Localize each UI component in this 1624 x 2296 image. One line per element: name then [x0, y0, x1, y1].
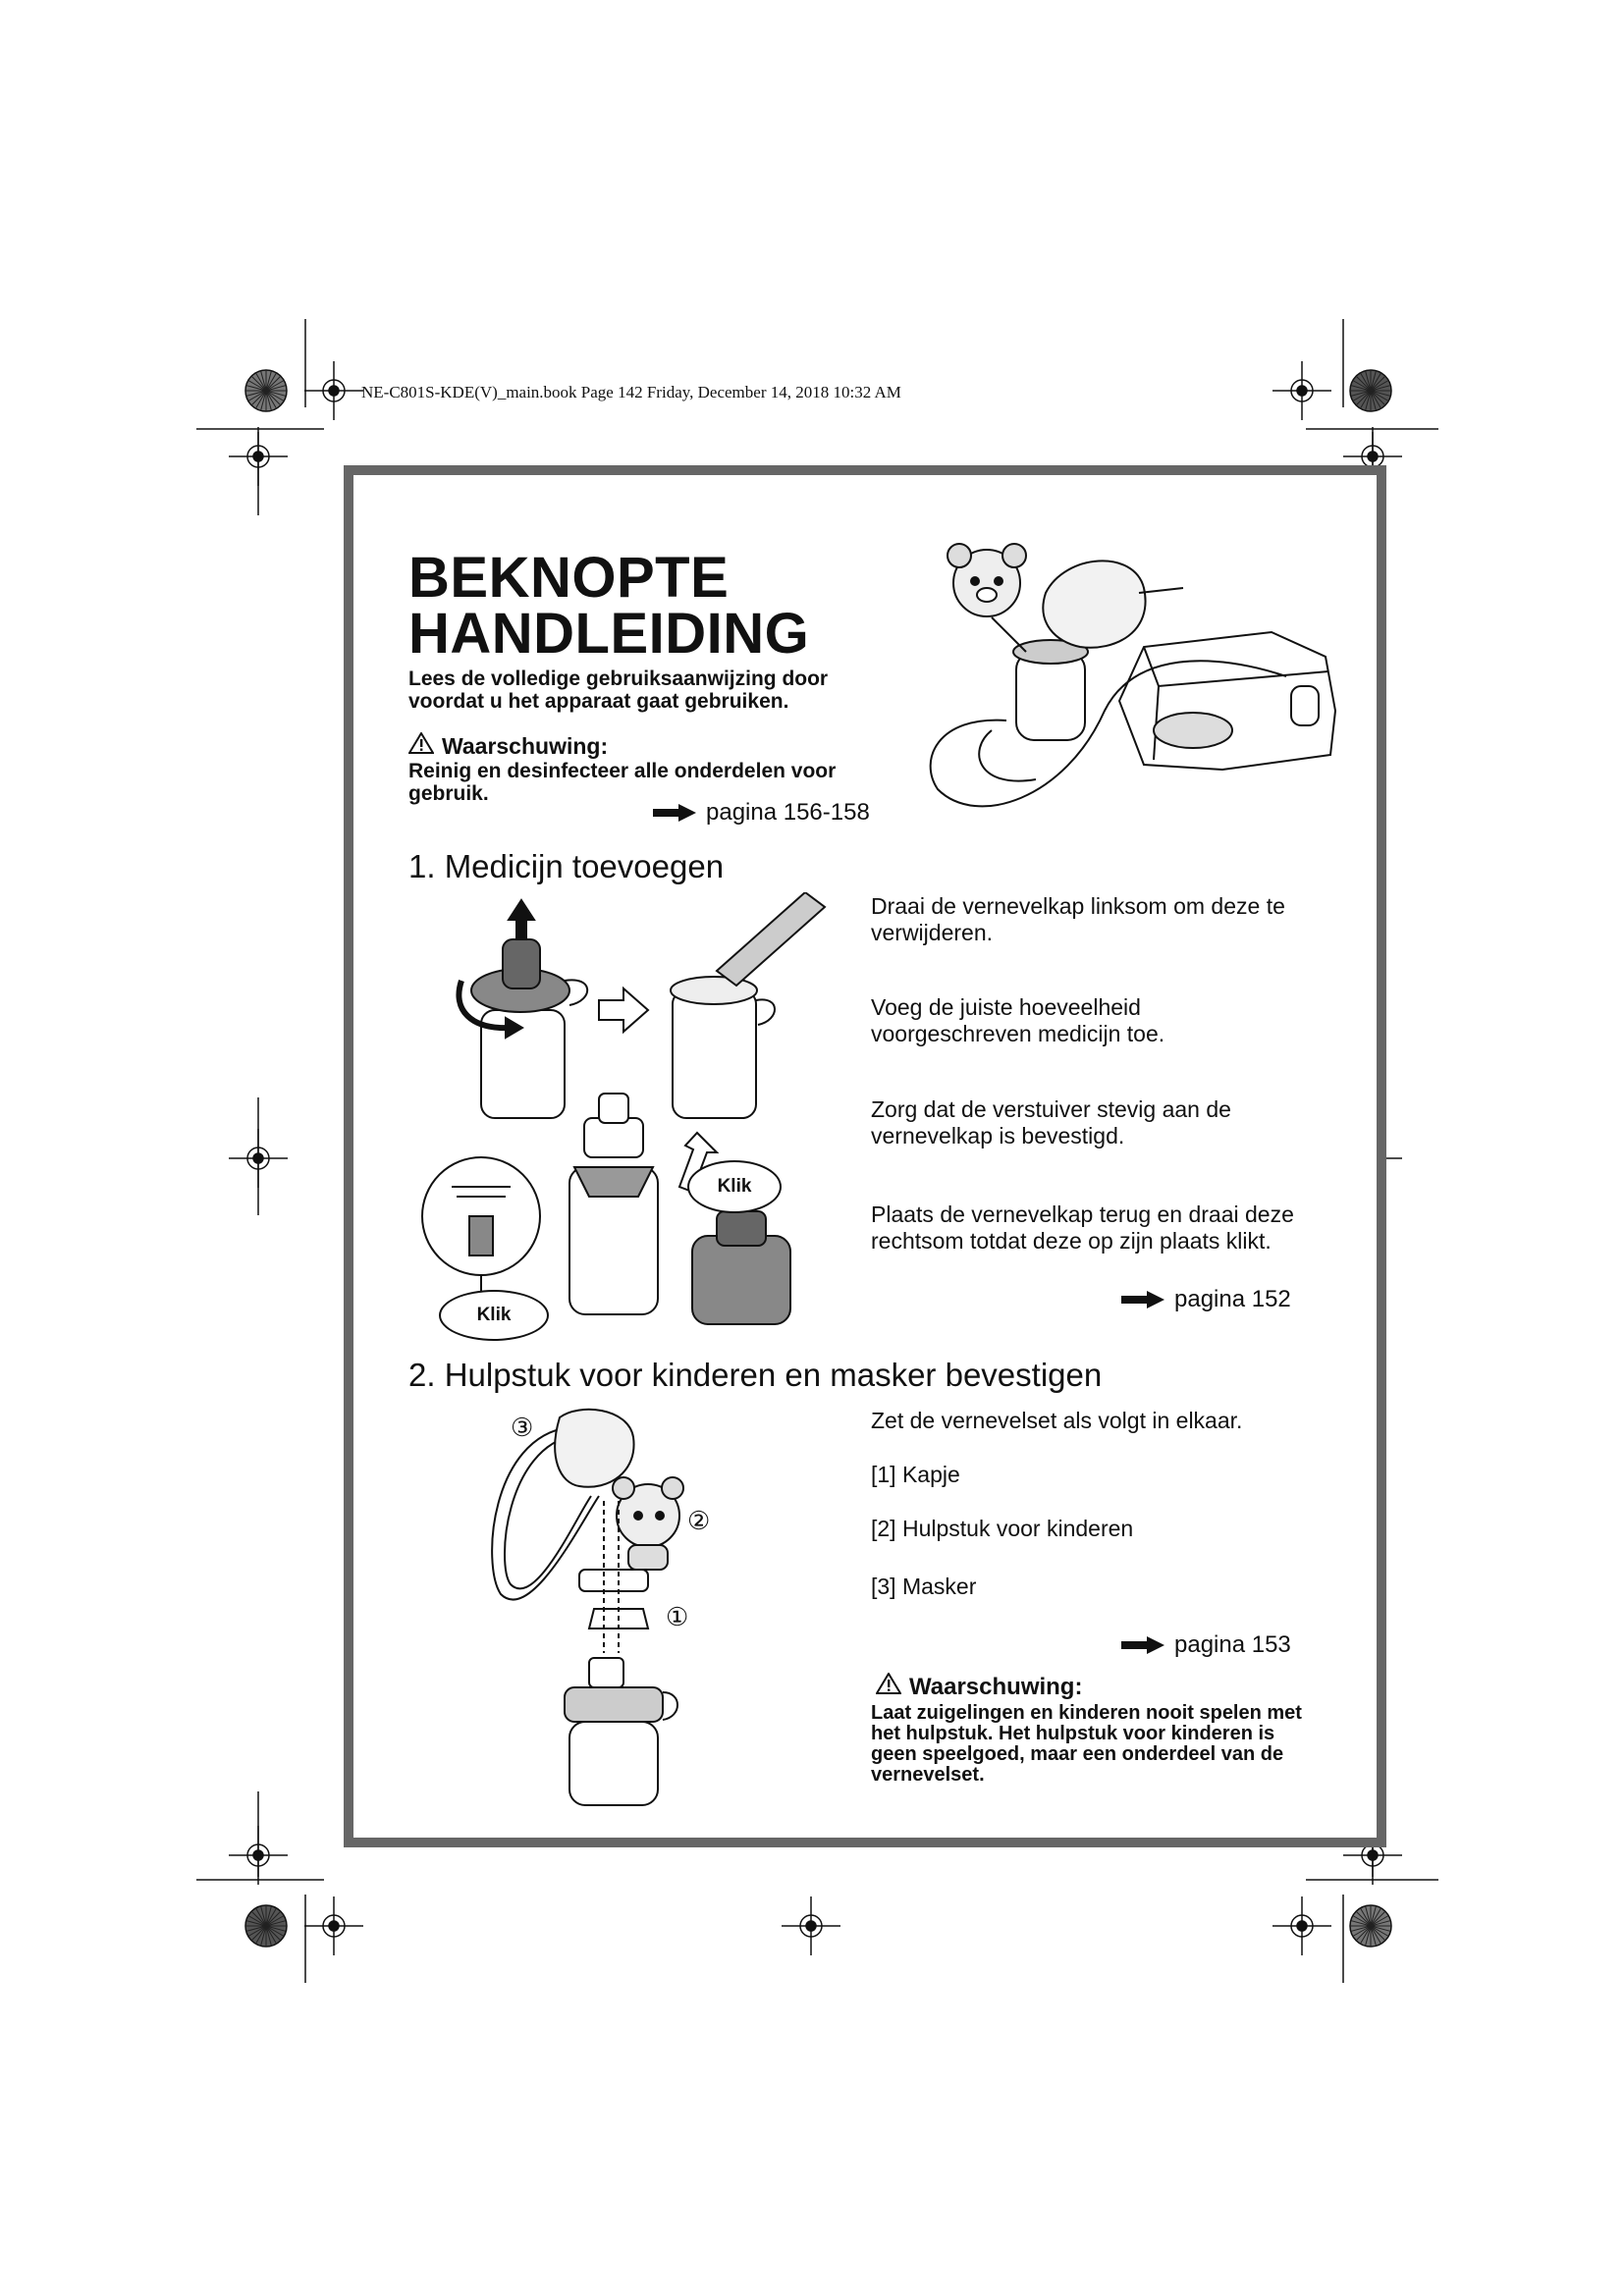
- page-frame: [344, 465, 1386, 1847]
- section-2-item-1: [1] Kapje: [871, 1462, 960, 1487]
- section-1-step-1: Draai de vernevelkap linksom om deze te verwijderen.: [871, 893, 1285, 945]
- ref-text: pagina 153: [1174, 1631, 1291, 1658]
- section-1-step-3: Zorg dat de verstuiver stevig aan de vernevelkap is bevestigd.: [871, 1096, 1231, 1148]
- warning-2-title-text: Waarschuwing:: [909, 1674, 1083, 1700]
- color-wheel-mark: [245, 370, 287, 411]
- klik-label-left: Klik: [439, 1290, 549, 1341]
- warning-2-title: [876, 1673, 1082, 1701]
- right-arrow-icon: [653, 804, 696, 822]
- color-wheel-mark: [245, 1905, 287, 1947]
- warning-1-title: [408, 732, 608, 760]
- klik-label-right: Klik: [687, 1160, 782, 1213]
- section-1-step-2: Voeg de juiste hoeveelheid voorgeschreven medicijn toe.: [871, 994, 1165, 1046]
- warning-triangle-icon: [408, 732, 434, 754]
- warning-2-body: Laat zuigelingen en kinderen nooit spelen met het hulpstuk. Het hulpstuk voor kinderen is geen speelgoed, maar een onderdeel van de vernevelset.: [871, 1702, 1302, 1786]
- title-line-1: BEKNOPTE: [408, 546, 730, 610]
- registration-target: [229, 1129, 288, 1188]
- registration-target: [1272, 361, 1331, 420]
- color-wheel-mark: [1350, 370, 1391, 411]
- section-1-illustration: [412, 892, 844, 1344]
- registration-target: [304, 361, 363, 420]
- right-arrow-icon: [1121, 1636, 1164, 1654]
- warning-triangle-icon: [876, 1673, 901, 1694]
- title-line-2: HANDLEIDING: [408, 602, 810, 666]
- section-2-intro: Zet de vernevelset als volgt in elkaar.: [871, 1408, 1243, 1433]
- section-2-item-2: [2] Hulpstuk voor kinderen: [871, 1516, 1134, 1541]
- registration-target: [1272, 1896, 1331, 1955]
- ref-text: pagina 152: [1174, 1286, 1291, 1312]
- registration-target: [229, 1826, 288, 1885]
- intro-text: Lees de volledige gebruiksaanwijzing door voordat u het apparaat gaat gebruiken.: [408, 667, 829, 713]
- print-header: NE-C801S-KDE(V)_main.book Page 142 Friday, December 14, 2018 10:32 AM: [361, 383, 901, 401]
- ref-page-152: [1121, 1286, 1291, 1313]
- callout-2: ②: [687, 1506, 711, 1535]
- registration-target: [229, 427, 288, 486]
- callout-3: ③: [511, 1413, 534, 1442]
- registration-target: [782, 1896, 840, 1955]
- warning-1-body: Reinig en desinfecteer alle onderdelen voor gebruik.: [408, 760, 837, 805]
- section-2-illustration: [471, 1408, 785, 1810]
- nebulizer-device-illustration: [898, 534, 1360, 828]
- ref-text: pagina 156-158: [706, 799, 870, 826]
- section-2-title: 2. Hulpstuk voor kinderen en masker bevestigen: [408, 1357, 1103, 1393]
- section-1-step-4: Plaats de vernevelkap terug en draai deze rechtsom totdat deze op zijn plaats klikt.: [871, 1201, 1294, 1254]
- ref-pages-156-158: [653, 799, 870, 827]
- section-2-item-3: [3] Masker: [871, 1574, 977, 1599]
- ref-page-153: [1121, 1631, 1291, 1659]
- registration-target: [304, 1896, 363, 1955]
- page-title: [408, 546, 810, 666]
- section-1-title: 1. Medicijn toevoegen: [408, 848, 725, 884]
- right-arrow-icon: [1121, 1291, 1164, 1308]
- color-wheel-mark: [1350, 1905, 1391, 1947]
- callout-1: ①: [666, 1602, 689, 1631]
- warning-1-title-text: Waarschuwing:: [442, 733, 609, 759]
